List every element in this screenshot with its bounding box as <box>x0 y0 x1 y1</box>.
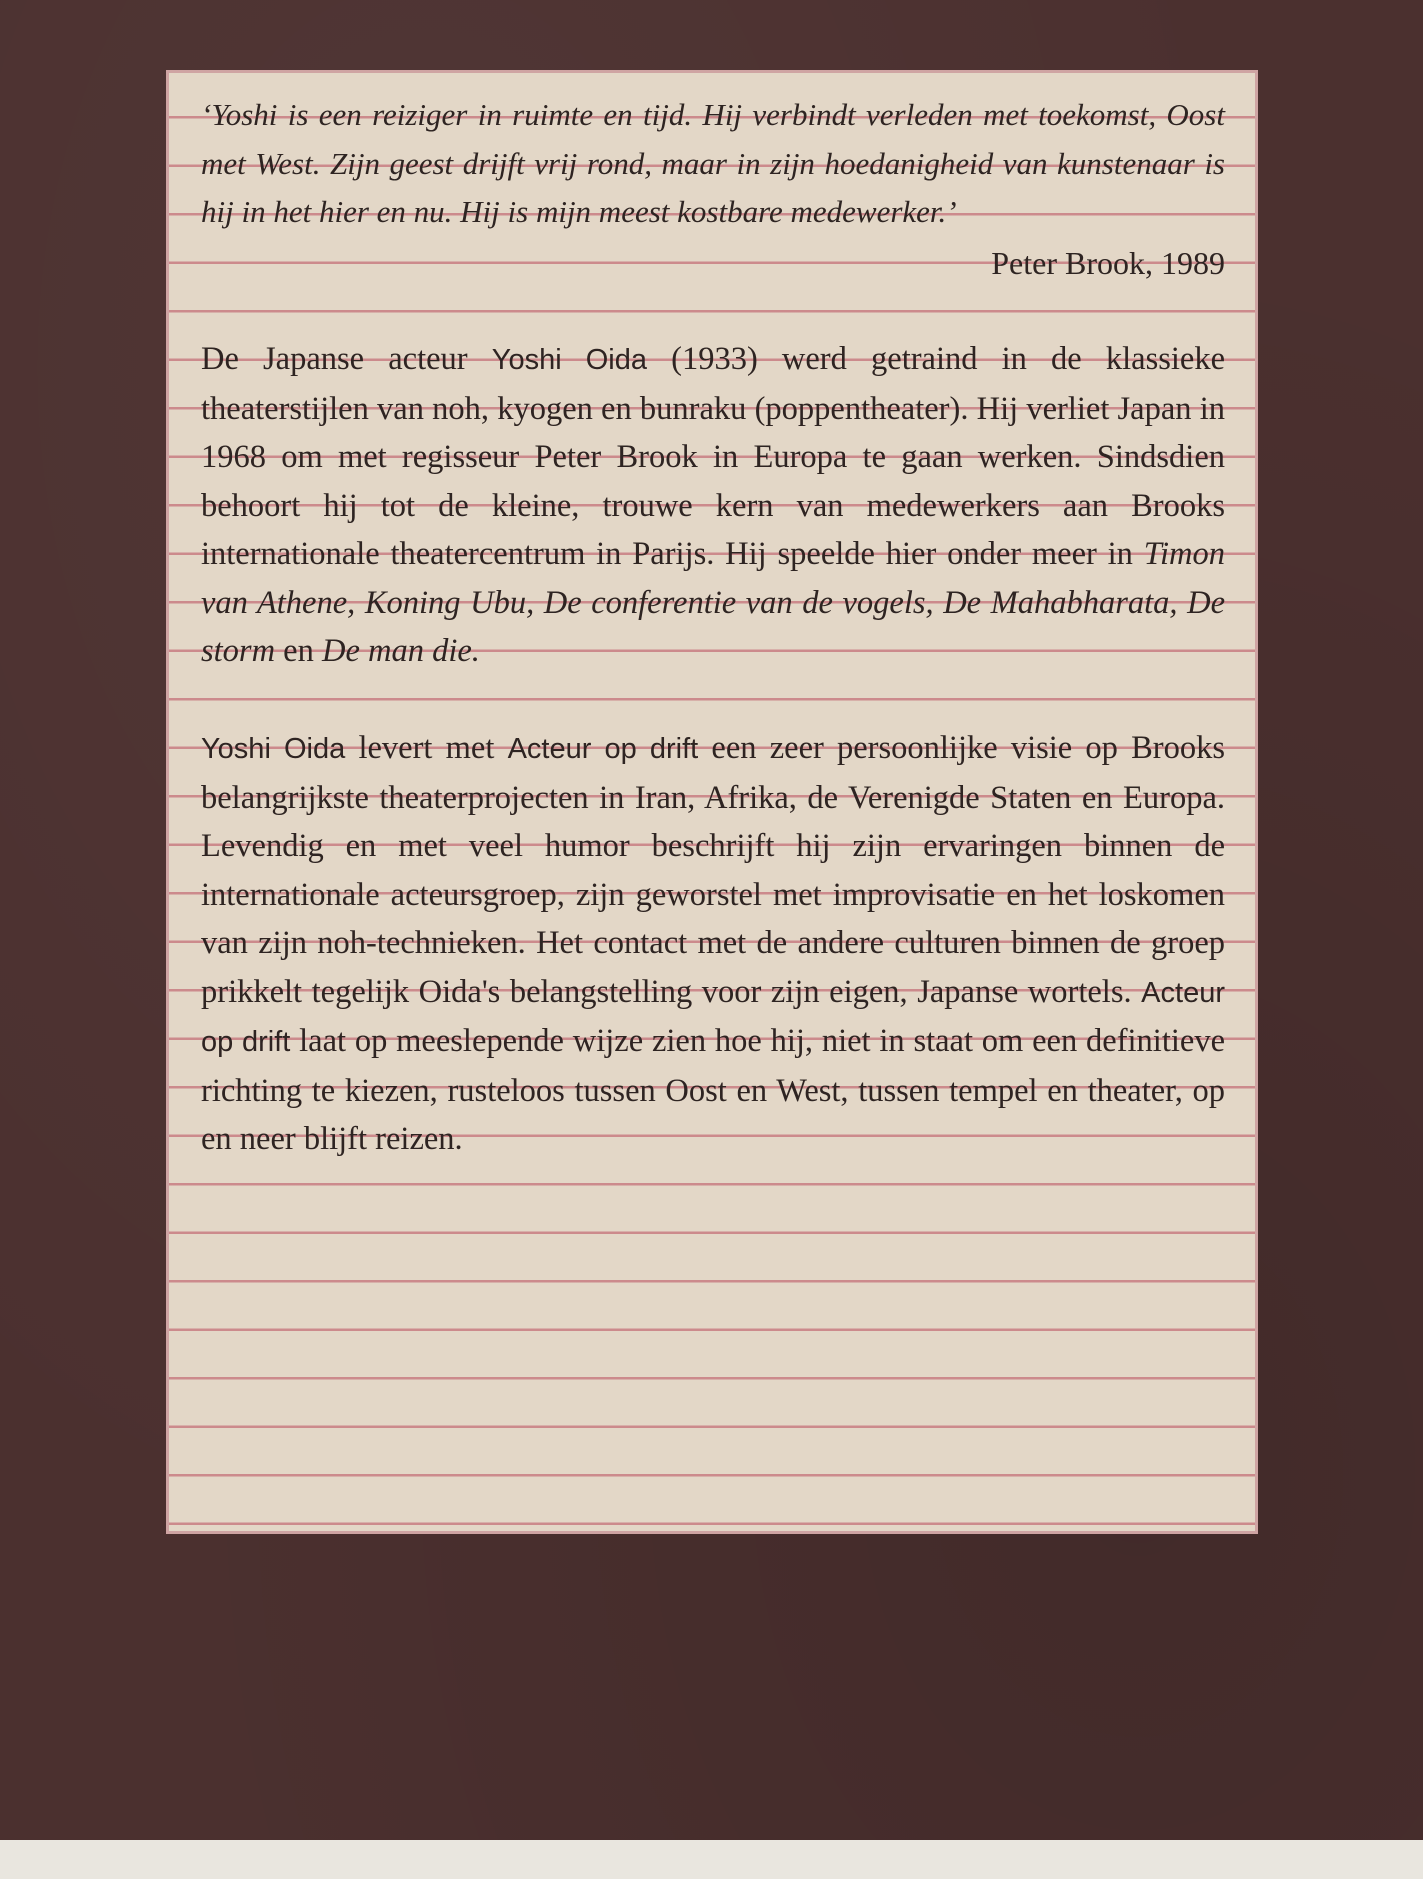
quote-attribution: Peter Brook, 1989 <box>991 244 1225 281</box>
book-blurb-paragraph <box>201 724 1225 1164</box>
quote: ‘Yoshi is een reiziger in ruimte en tijd. Hij verbindt verleden met toekomst, Oost met West. Zijn geest drijft vrij rond, maar in zijn hoedanigheid van kunstenaar is hij in het hier en nu. Hij is mijn meest kostbare medewerker.’ <box>201 97 1225 229</box>
book-title: Acteur op drift <box>507 733 699 765</box>
author-name: Yoshi Oida <box>491 344 647 376</box>
author-bio-paragraph <box>201 335 1225 676</box>
bio-text-1: De Japanse acteur <box>201 341 492 377</box>
bio-text-2: (1933) werd getraind in de klassieke theaterstijlen van noh, kyogen en bunraku (poppentheater). Hij verliet Japan in 1968 om met regisseur Peter Brook in Europa te gaan werken. Sindsdien behoort hij tot de kleine, trouwe kern van medewerkers aan Brooks internationale theatercentrum in Parijs. Hij speelde hier onder meer in <box>201 341 1225 572</box>
blurb-text-3: laat op meeslepende wijze zien hoe hij, niet in staat om een definitieve richting te kiezen, rusteloos tussen Oost en West, tussen tempel en theater, op en neer blijft reizen. <box>201 1023 1225 1157</box>
author-name: Yoshi Oida <box>201 733 346 765</box>
production-title: De man die. <box>321 633 480 669</box>
bio-text-3: en <box>275 633 322 669</box>
text-panel <box>166 70 1258 1534</box>
blurb-text-2: een zeer persoonlijke visie op Brooks belangrijkste theaterprojecten in Iran, Afrika, de Verenigde Staten en Europa. Levendig en met veel humor beschrijft hij zijn ervaringen binnen de internationale acteursgroep, zijn geworstel met improvisatie en het loskomen van zijn noh-technieken. Het contact met de andere culturen binnen de groep prikkelt tegelijk Oida's belangstelling voor zijn eigen, Japanse wortels. <box>201 730 1226 1010</box>
page-edge <box>0 1840 1423 1879</box>
blurb-text-1: levert met <box>345 730 508 766</box>
book-title: Acteur op drift <box>201 976 1225 1058</box>
productions-list: Timon van Athene, Koning Ubu, De conferentie van de vogels, De Mahabharata, De storm <box>201 536 1225 669</box>
